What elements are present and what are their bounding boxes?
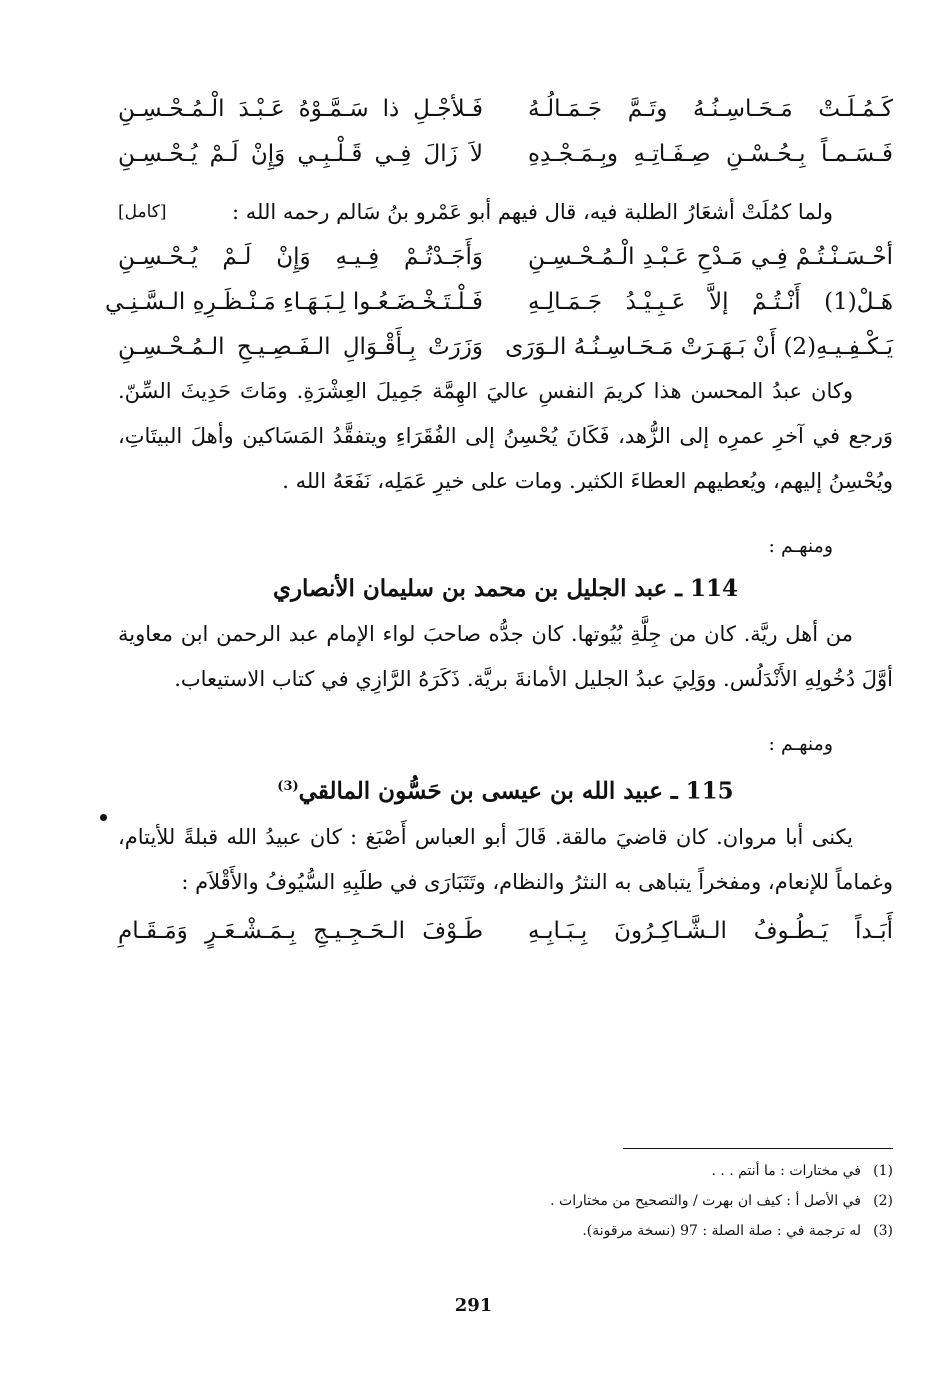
footnote-ref: (3) (277, 779, 299, 794)
verse-right-hemistich: يَـكْـفِـيـهِ(2) أَنْ بَـهَـرَتْ مَـحَـاسِـنُـهُ الـوَرَى (505, 333, 893, 360)
verse-right-hemistich: كَـمُـلَـتْ مَـحَـاسِـنُـهُ وتَـمَّ جَـمَـالُـهُ (528, 95, 893, 122)
verse-left-hemistich: طَـوْفَ الـحَـجِـيـجِ بِـمَـشْـعَـرٍ وَمَـقَـامِ (118, 918, 483, 945)
page-number: 291 (454, 1295, 493, 1316)
paragraph-abd-al-muhsin: وكان عبدُ المحسن هذا كريمَ النفسِ عاليَ الهِمَّة جَمِيلَ العِشْرَةِ. ومَاتَ حَدِيثَ السِّنّ. وَرجع في آخرِ عمرِه إلى الزُّهد، فَكَانَ يُحْسِنُ إلى الفُقَرَاءِ ويتفقَّدُ المَسَاكين وأهلَ البيتَاتِ، ويُحْسِنُ إليهم، ويُعطيهم العطاءَ الكثير. ومات على خيرِ عَمَلِه، نَفَعَهُ الله . (118, 379, 893, 493)
verse-left-hemistich: لاَ زَالَ فِـي قَـلْـبِـي وَإِنْ لَـمْ يُـحْـسِـنِ (118, 140, 483, 167)
verse-right-hemistich: أَبَـداً يَـطُـوفُ الـشَّـاكِـرُونَ بِـبَـابِـهِ (528, 918, 893, 945)
main-text (105, 86, 893, 954)
footnote-number: (1) (873, 1163, 893, 1179)
footnotes (550, 1156, 893, 1246)
intro-line (118, 190, 893, 234)
footnote (550, 1156, 893, 1186)
verse-left-hemistich: فَـلْـتَـخْـضَـعُـوا لِـبَـهَـاءِ مَـنْـظَـرِهِ الـسَّـنِـي (105, 288, 483, 315)
verse-line (118, 909, 893, 954)
verse-line (105, 279, 893, 324)
paragraph-entry-114: من أهل ريَّة. كان من جِلَّةِ بُيُوتها. كان جدُّه صاحبَ لواء الإمام عبد الرحمن ابن معاوية أوَّلَ دُخُولِهِ الأَنْدَلُس. ووَلِيَ عبدُ الجليل الأمانةَ بريَّة. ذَكَرَهُ الرَّازِي في كتاب الاستيعاب. (118, 622, 893, 691)
footnote-number: (2) (873, 1193, 893, 1209)
verse-left-hemistich: وَأَجَـدْتُـمْ فِـيـهِ وَإِنْ لَـمْ يُـحْـسِـنِ (118, 243, 483, 270)
footnote-text: له ترجمة في : صلة الصلة : 97 (نسخة مرقونة). (582, 1223, 861, 1239)
verse-right-hemistich: أحْـسَـنْـتُـمْ فِـي مَـدْحِ عَـبْـدِ الْـمُـحْـسِـنِ (528, 243, 893, 270)
verse-line (118, 131, 893, 176)
footnote-divider (623, 1148, 893, 1149)
section-marker: ومنهـم : (768, 733, 833, 755)
intro-text: ولما كمُلَتْ أشعَارُ الطلبة فيه، قال فيهم أبو عَمْرو بنُ سَالم رحمه الله : (232, 200, 833, 224)
footnote (550, 1186, 893, 1216)
verse-left-hemistich: وَزَرَتْ بِـأَقْـوَالِ الـفَـصِـيـحِ الـمُـحْـسِـنِ (118, 333, 483, 360)
verse-line (118, 324, 893, 369)
meter-label: [كامل] (118, 202, 167, 222)
footnote-text: في مختارات : ما أنتم . . . (711, 1163, 861, 1179)
footnote-text: في الأصل أ : كيف ان بهرت / والتصحيح من مختارات . (550, 1193, 861, 1209)
paragraph-entry-115: يكنى أبا مروان. كان قاضيَ مالقة. قَالَ أبو العباس أَصْبَغ : كان عبيدُ الله قبلةً للأيتام، وغماماً للإنعام، ومفخراً يتباهى به النثرُ والنظام، وتَتَبَارَى في طلَبِهِ السُّيُوفُ والأَقْلاَم : (118, 824, 893, 894)
margin-dot (100, 814, 107, 821)
verse-left-hemistich: فَـلأجْـلِ ذا سَـمَّـوْهُ عَـبْـدَ الْـمُـحْـسِـنِ (118, 95, 483, 122)
verse-right-hemistich: فَـسَـمـاً بِـحُـسْـنِ صِـفَـاتِـهِ وبِـمَـجْـدِهِ (528, 140, 893, 167)
entry-heading-115-text: 115 ـ عبيد الله بن عيسى بن حَسُّون المالقي (298, 777, 734, 805)
footnote (550, 1216, 893, 1246)
verse-line (118, 234, 893, 279)
verse-right-hemistich: هَـلْ(1) أَنْـتُـمْ إلاَّ عَـبِـيْـدُ جَـمَـالِـهِ (528, 288, 893, 315)
footnote-number: (3) (873, 1223, 893, 1239)
entry-heading-115 (118, 764, 893, 815)
verse-line (118, 86, 893, 131)
entry-heading-114: 114 ـ عبد الجليل بن محمد بن سليمان الأنصاري (272, 575, 739, 602)
section-marker: ومنهـم : (768, 535, 833, 557)
